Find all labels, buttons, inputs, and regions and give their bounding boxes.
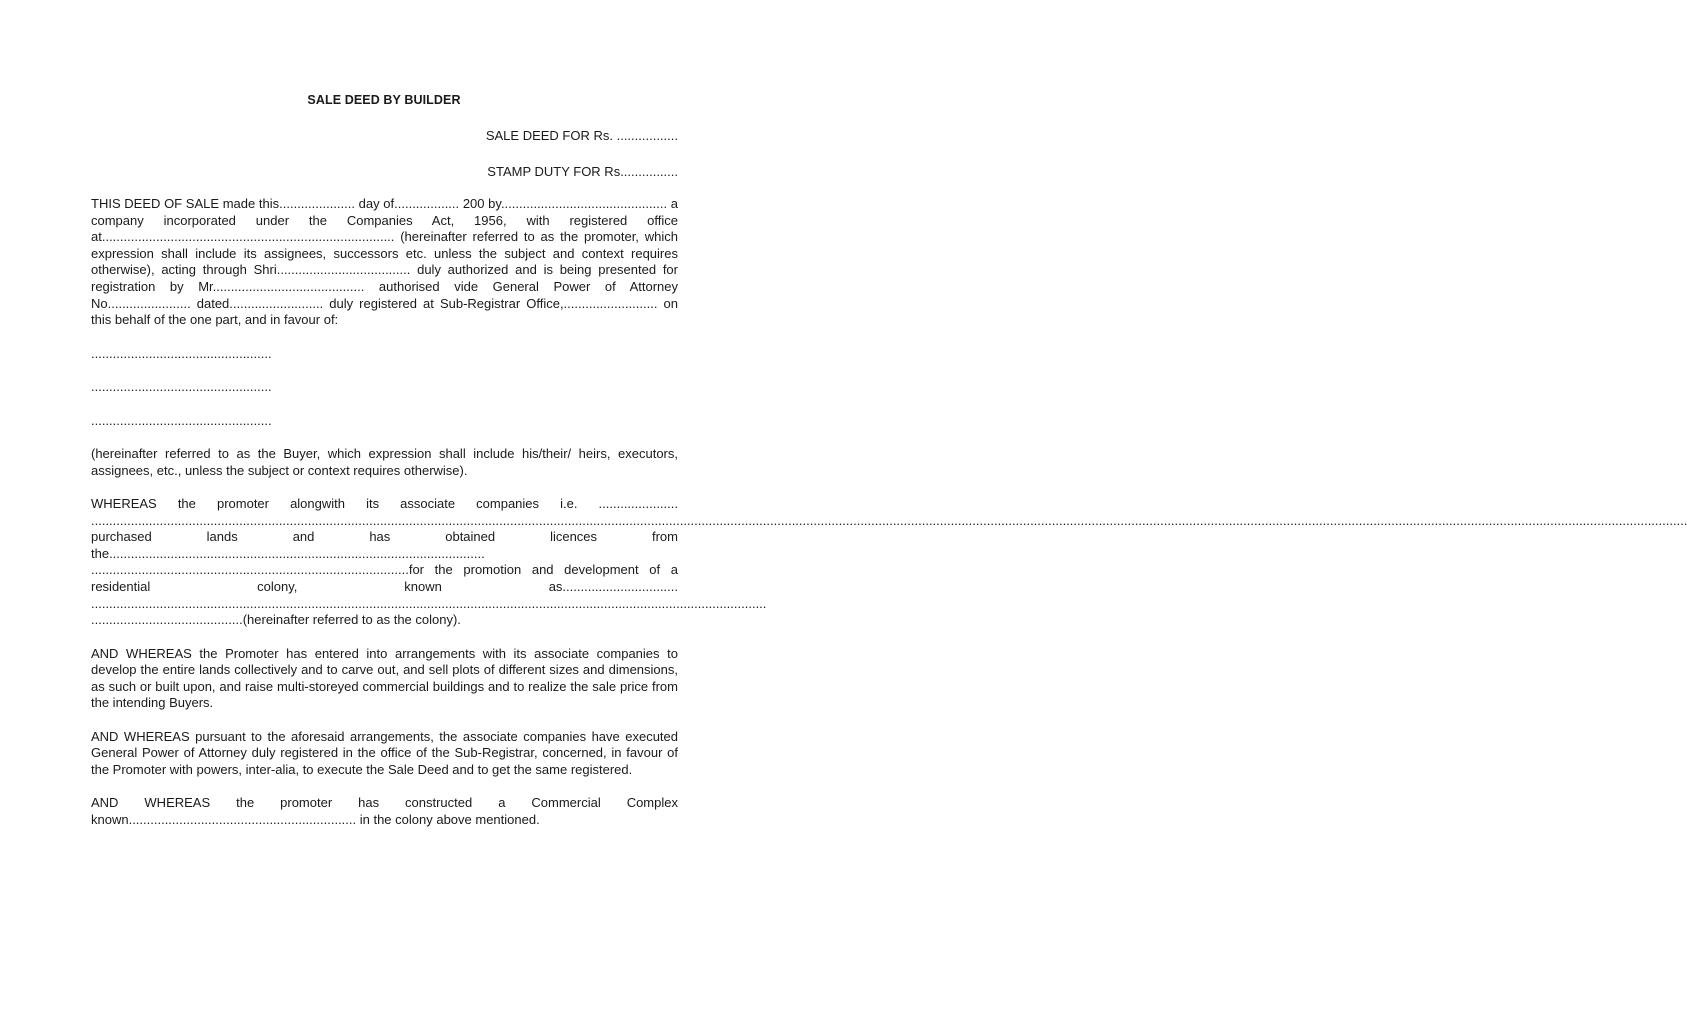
- buyer-line-3: ..................................................: [91, 412, 272, 428]
- sale-deed-amount-line: SALE DEED FOR Rs. .................: [485, 128, 678, 143]
- and-whereas-commercial-complex-paragraph: AND WHEREAS the promoter has constructed a Commercial Complex known............................................................... in the colony above mentioned.: [91, 795, 678, 827]
- buyer-line-2: ..................................................: [91, 379, 272, 395]
- and-whereas-arrangements-paragraph: AND WHEREAS the Promoter has entered into arrangements with its associate companies to develop the entire lands collectively and to carve out, and sell plots of different sizes and dimensions, as such or built upon, and raise multi-storeyed commercial buildings and to realize the sale price from the intending Buyers.: [91, 645, 678, 711]
- stamp-duty-amount-line: STAMP DUTY FOR Rs................: [487, 164, 678, 179]
- buyer-definition-paragraph: (hereinafter referred to as the Buyer, which expression shall include his/their/ heirs, executors, assignees, etc., unless the subject or context requires otherwise).: [91, 446, 678, 478]
- buyer-name-lines: [91, 346, 678, 430]
- deed-of-sale-paragraph: THIS DEED OF SALE made this..................... day of.................. 200 by.............................................. a company incorporated under the Companies Act, 1956, with registered office at................................................................................. (hereinafter referred to as the promoter, which expression shall include its assignees, successors etc. unless the subject and context requires otherwise), acting through Shri..................................... duly authorized and is being presented for registration by Mr.......................................... authorised vide General Power of Attorney No....................... dated.......................... duly registered at Sub-Registrar Office,.......................... on this behalf of the one part, and in favour of:: [91, 196, 678, 328]
- whereas-paragraph: WHEREAS the promoter alongwith its associate companies i.e. ...................... .......................................................................................................................................................................................................................................................................................................................................................................................................................................................... purchased lands and has obtained licences from the........................................................................................................ ........................................................................................for the promotion and development of a residential colony, known as................................ ........................................................................................................................................................................................... ..........................................(hereinafter referred to as the colony).: [91, 496, 1687, 628]
- document-body: [91, 196, 1687, 845]
- and-whereas-power-of-attorney-paragraph: AND WHEREAS pursuant to the aforesaid arrangements, the associate companies have executed General Power of Attorney duly registered in the office of the Sub-Registrar, concerned, in favour of the Promoter with powers, inter-alia, to execute the Sale Deed and to get the same registered.: [91, 728, 678, 778]
- buyer-line-1: ..................................................: [91, 345, 272, 361]
- document-title: SALE DEED BY BUILDER: [307, 93, 461, 107]
